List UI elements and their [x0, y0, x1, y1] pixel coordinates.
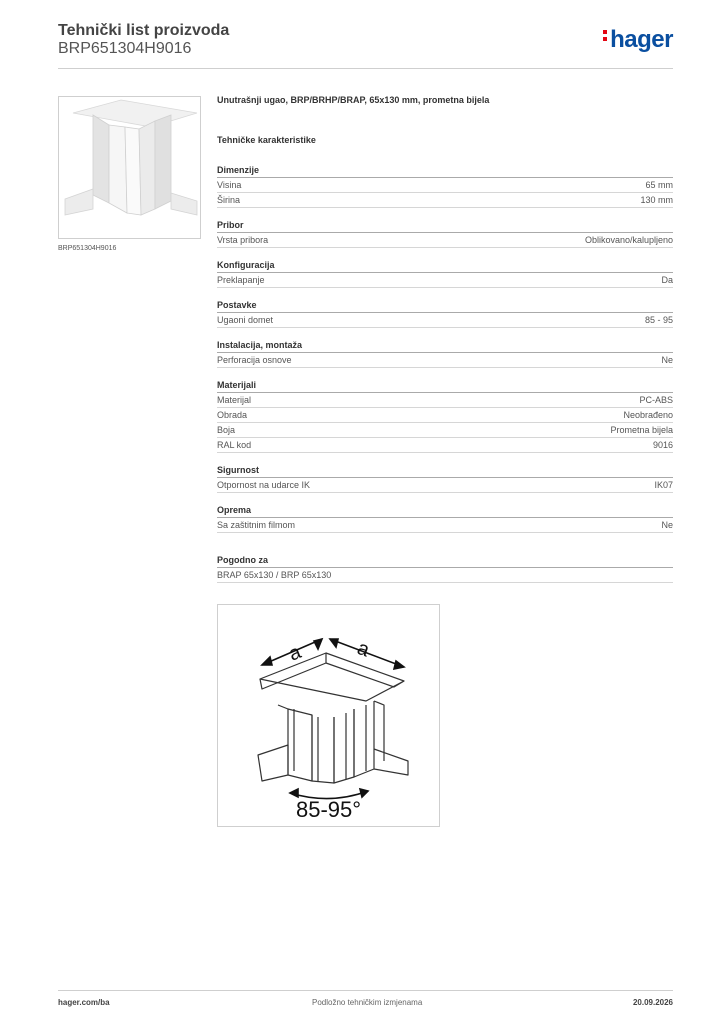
- spec-value: Ne: [661, 520, 673, 530]
- spec-group-settings: [217, 298, 673, 328]
- product-description: Unutrašnji ugao, BRP/BRHP/BRAP, 65x130 mm, prometna bijela: [217, 95, 490, 105]
- group-title: Sigurnost: [217, 463, 673, 478]
- document-title: Tehnički list proizvoda: [58, 22, 230, 39]
- dimension-a-label-left: a: [285, 641, 305, 666]
- dimension-a-label-right: a: [354, 637, 373, 662]
- spec-row: [217, 233, 673, 248]
- spec-row: [217, 273, 673, 288]
- spec-group-accessories: [217, 218, 673, 248]
- page-header: [58, 20, 673, 68]
- spec-label: Vrsta pribora: [217, 235, 269, 245]
- spec-group-equipment: [217, 503, 673, 533]
- spec-label: Sa zaštitnim filmom: [217, 520, 296, 530]
- spec-value: Oblikovano/kalupljeno: [584, 235, 673, 245]
- spec-content: [217, 95, 673, 615]
- footer-note: Podložno tehničkim izmjenama: [312, 998, 423, 1007]
- spec-value: Ne: [661, 355, 673, 365]
- spec-row: [217, 478, 673, 493]
- spec-value: PC-ABS: [639, 395, 673, 405]
- spec-label: Visina: [217, 180, 242, 190]
- spec-row: [217, 438, 673, 453]
- footer-date: 20.09.2026: [632, 998, 673, 1007]
- spec-label: Preklapanje: [217, 275, 265, 285]
- hager-logo: [603, 26, 673, 54]
- spec-value: 9016: [652, 440, 673, 450]
- corner-drawing-icon: [218, 605, 439, 826]
- spec-group-installation: [217, 338, 673, 368]
- spec-label: Ugaoni domet: [217, 315, 274, 325]
- group-title: Materijali: [217, 378, 673, 393]
- spec-value: Prometna bijela: [610, 425, 673, 435]
- spec-value: 65 mm: [645, 180, 673, 190]
- spec-label: Širina: [217, 195, 241, 205]
- corner-piece-photo-icon: [59, 97, 200, 238]
- group-title: Postavke: [217, 298, 673, 313]
- spec-group-dimensions: [217, 163, 673, 208]
- spec-row: [217, 313, 673, 328]
- compatible-title: Pogodno za: [217, 553, 673, 568]
- group-title: Pribor: [217, 218, 673, 233]
- footer-website[interactable]: hager.com/ba: [58, 998, 110, 1007]
- spec-row: [217, 353, 673, 368]
- footer-divider: [58, 990, 673, 991]
- spec-row: [217, 408, 673, 423]
- spec-label: Obrada: [217, 410, 248, 420]
- logo-dots-icon: [603, 27, 608, 44]
- spec-label: Otpornost na udarce IK: [217, 480, 311, 490]
- spec-label: RAL kod: [217, 440, 252, 450]
- spec-label: Materijal: [217, 395, 252, 405]
- group-title: Dimenzije: [217, 163, 673, 178]
- header-divider: [58, 68, 673, 69]
- compatible-with: [217, 553, 673, 583]
- spec-group-materials: [217, 378, 673, 453]
- image-caption: BRP651304H9016: [58, 245, 117, 252]
- spec-row: [217, 193, 673, 208]
- group-title: Konfiguracija: [217, 258, 673, 273]
- spec-label: Boja: [217, 425, 236, 435]
- spec-group-safety: [217, 463, 673, 493]
- spec-value: 85 - 95: [644, 315, 673, 325]
- spec-row: [217, 423, 673, 438]
- spec-value: IK07: [654, 480, 673, 490]
- spec-row: [217, 393, 673, 408]
- spec-row: [217, 518, 673, 533]
- spec-row: [217, 178, 673, 193]
- product-image: [58, 96, 201, 239]
- spec-value: Da: [661, 275, 673, 285]
- spec-value: 130 mm: [640, 195, 673, 205]
- group-title: Oprema: [217, 503, 673, 518]
- specs-heading: Tehničke karakteristike: [217, 135, 316, 145]
- technical-drawing: [217, 604, 440, 827]
- compatible-value: BRAP 65x130 / BRP 65x130: [217, 570, 332, 580]
- angle-label: 85-95°: [296, 797, 362, 822]
- group-title: Instalacija, montaža: [217, 338, 673, 353]
- spec-value: Neobrađeno: [623, 410, 673, 420]
- logo-text: hager: [610, 26, 673, 53]
- spec-group-configuration: [217, 258, 673, 288]
- product-code: BRP651304H9016: [58, 40, 192, 57]
- spec-label: Perforacija osnove: [217, 355, 292, 365]
- compatible-row: [217, 568, 673, 583]
